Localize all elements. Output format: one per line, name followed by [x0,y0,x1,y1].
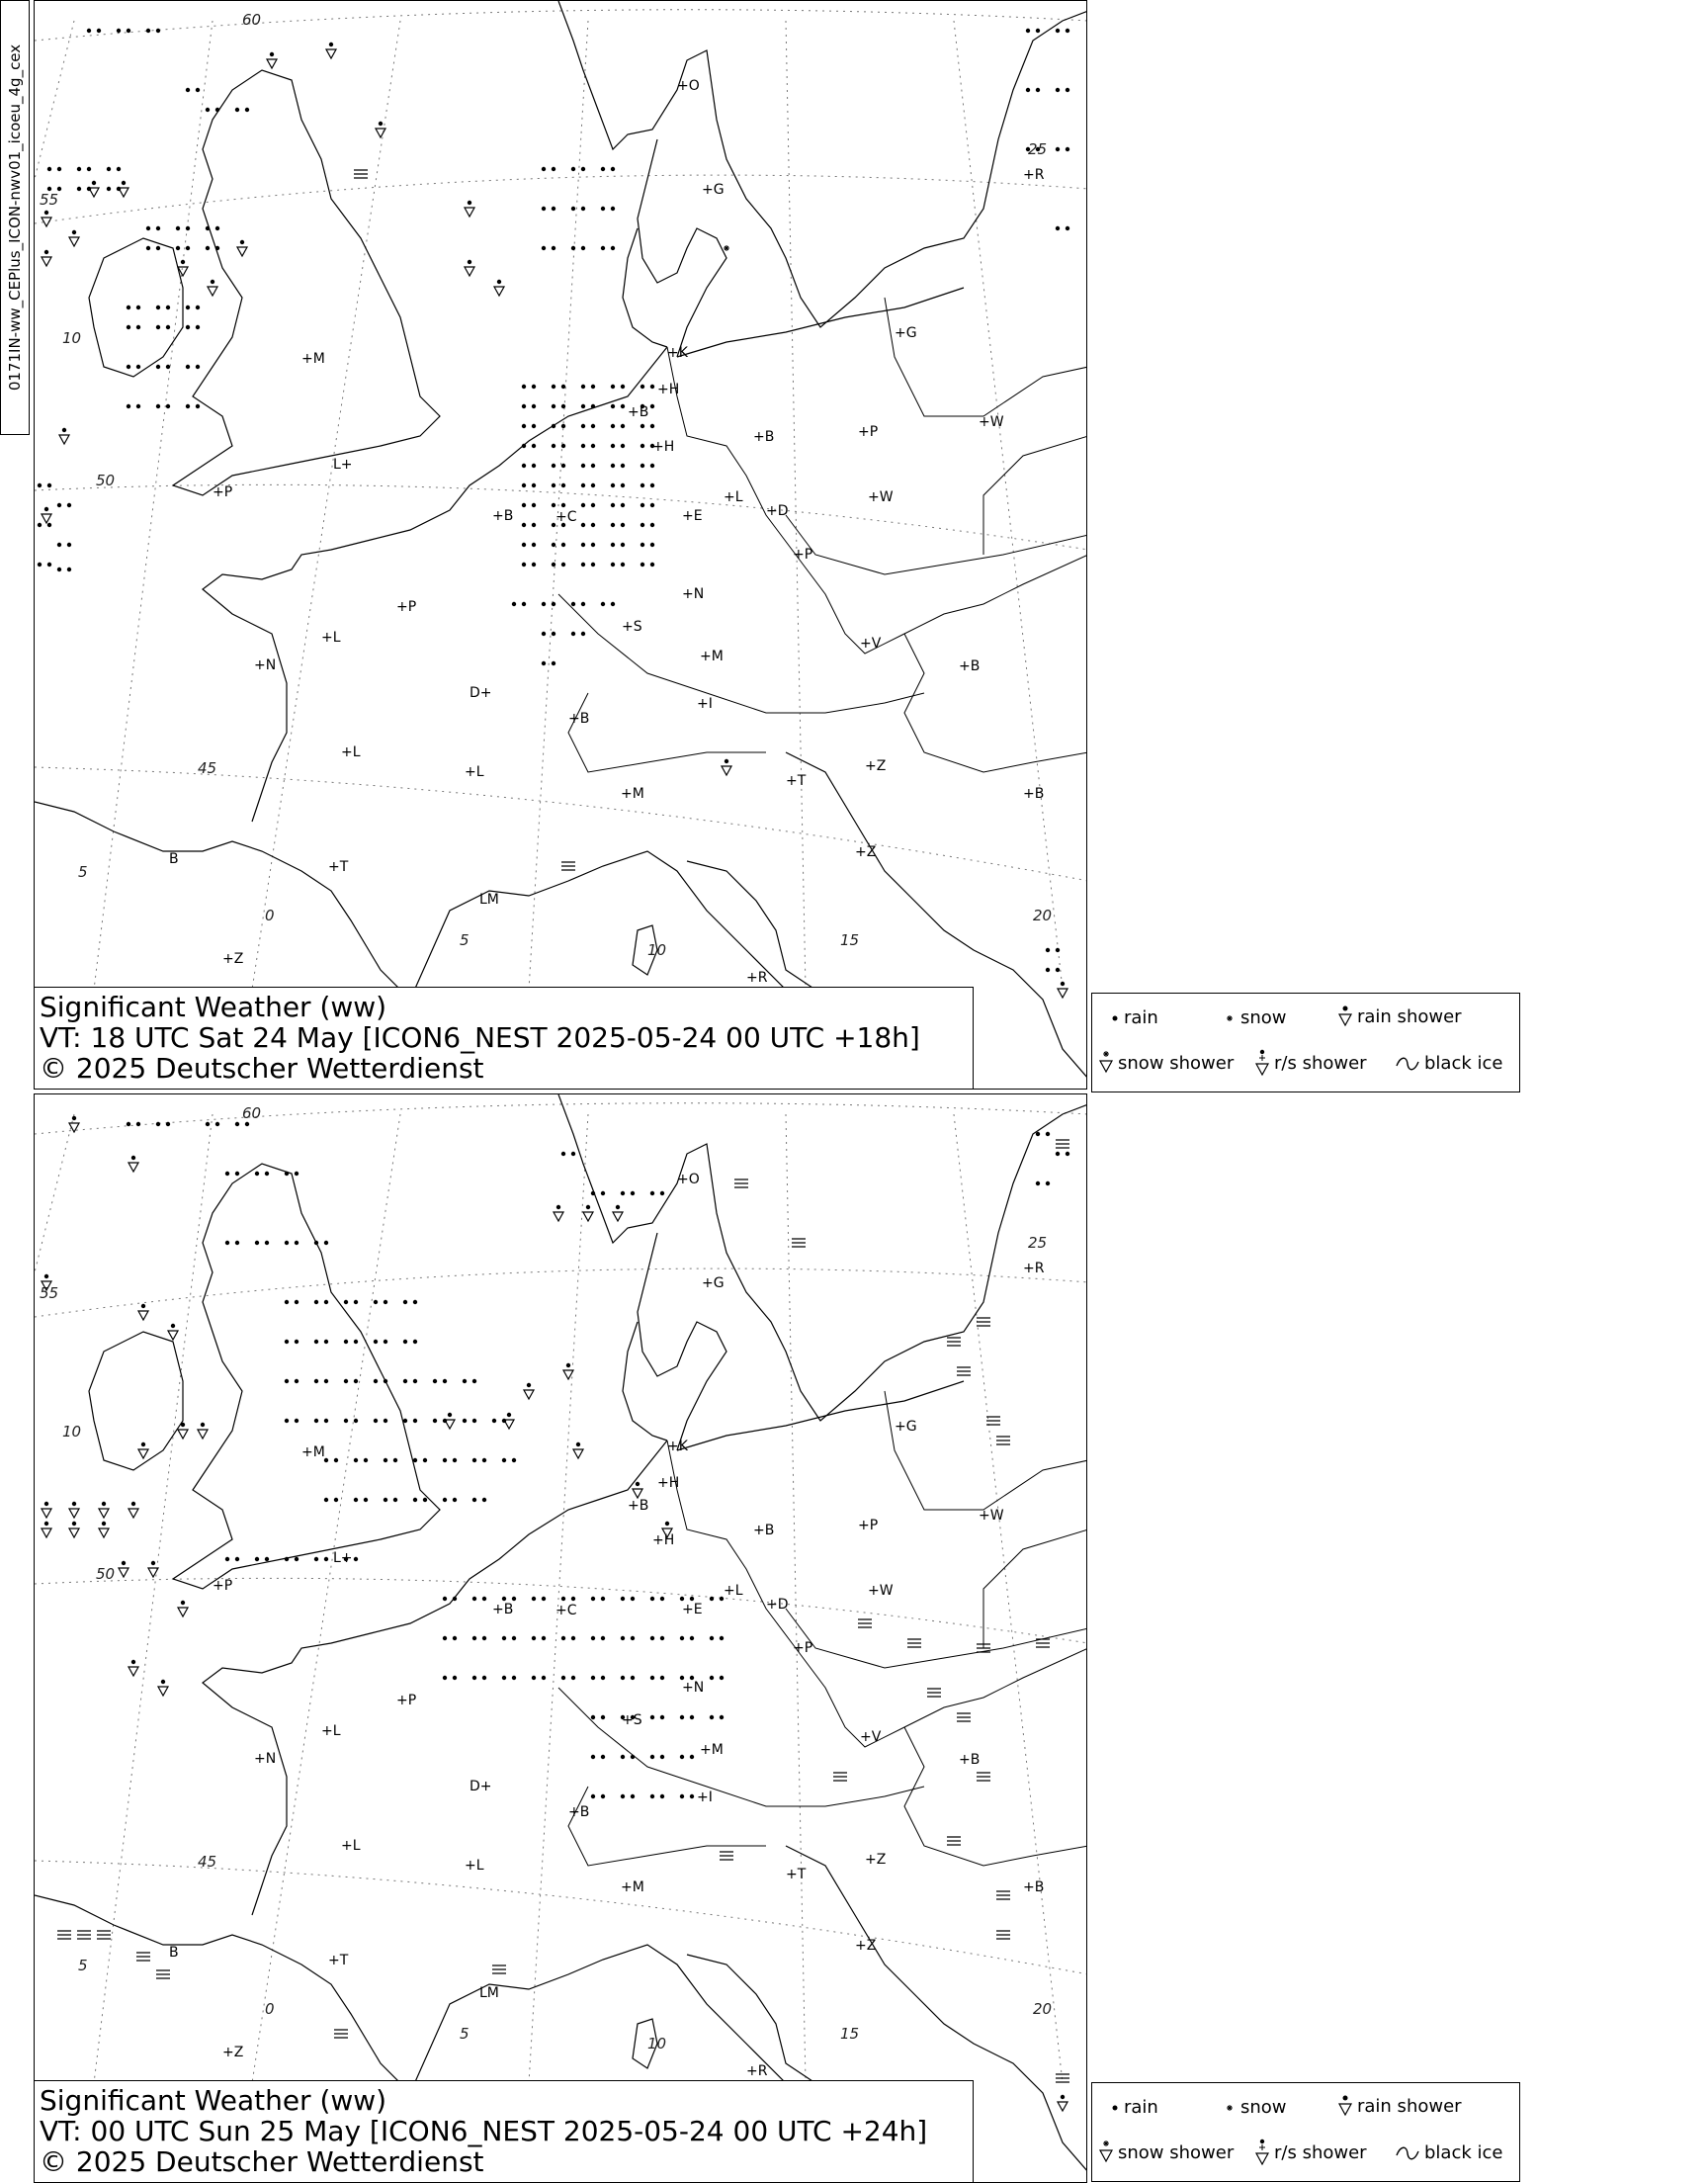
coastlines [35,1094,1087,2183]
lon-label-20: 20 [1033,907,1053,924]
snow-shower-icon [1098,1049,1114,1077]
copyright: © 2025 Deutscher Wetterdienst [40,1052,484,1085]
centre-w1: +W [979,414,1004,430]
centre-p4: +P [213,484,233,500]
rain-shower-icon [1337,2093,1353,2119]
centre-h1: +H [657,1475,680,1491]
centre-t2: +T [786,773,807,789]
centre-b3: +B [492,508,514,524]
lon-label-5: 5 [460,931,470,949]
centre-ll: L+ [333,1550,353,1566]
lon-label-10: 10 [647,941,667,959]
centre-e: +E [682,508,703,524]
model-run-label [0,0,30,435]
legend-rs-shower: r/s shower [1254,1049,1367,1077]
centre-z2: +Z [855,844,877,860]
centre-w1: +W [979,1508,1004,1524]
centre-b1: +B [628,404,649,420]
rain-symbols [38,29,1069,972]
shower-symbols [42,43,1068,998]
centre-g1: +G [702,182,725,198]
centre-b1: +B [628,1498,649,1514]
legend-24h [1091,2082,1520,2182]
centre-h1: +H [657,382,680,397]
snow-icon [1223,1012,1237,1024]
valid-time: VT: 00 UTC Sun 25 May [ICON6_NEST 2025-05-24 00 UTC +24h] [40,2115,928,2147]
centre-t1: +T [328,859,349,875]
centre-l1: +L [724,1583,743,1599]
rain-shower-icon [1337,1004,1353,1029]
centre-s: +S [622,1712,642,1728]
centre-n2: +N [254,657,277,673]
centre-b6: +B [1023,1879,1045,1895]
centre-m2: +M [621,786,644,802]
lat-label-50: 50 [96,472,116,489]
centre-v: +V [860,636,882,652]
rs-shower-icon [1254,2139,1270,2166]
rs-shower-icon [1254,1049,1270,1077]
centre-i: +I [697,1790,713,1805]
centre-r1: +R [746,970,768,986]
centre-l4: +L [465,764,484,780]
centre-i: +I [697,696,713,712]
centre-lm: LM [479,1985,499,2001]
snow-symbols [724,245,729,251]
centre-s: +S [622,619,642,635]
map-title-box-18h [34,987,974,1090]
centre-g2: +G [895,1419,917,1435]
centre-b5: +B [568,711,590,727]
legend-rs-shower: r/s shower [1254,2139,1367,2166]
map-title-box-24h [34,2080,974,2183]
centre-d2: D+ [470,685,492,701]
centre-p1: +P [858,424,879,440]
map-panel-24h [34,1093,1087,2183]
centre-g1: +G [702,1275,725,1291]
centre-g2: +G [895,325,917,341]
centre-m1: +M [700,1742,724,1758]
centre-l3: +L [341,1838,361,1854]
centre-p4: +P [213,1578,233,1594]
centre-bb: B [169,851,179,867]
centre-l3: +L [341,744,361,760]
centre-p3: +P [396,1693,417,1708]
centre-m3: +M [301,351,325,367]
black-ice-icon [1395,2145,1420,2161]
centre-c: +C [555,1603,577,1618]
lat-label-55: 55 [40,1284,59,1302]
lat-label-60: 60 [242,1104,262,1122]
centre-p2: +P [793,547,813,563]
lon-label-15: 15 [840,931,860,949]
lat-label-45: 45 [198,1853,217,1871]
black-ice-icon [1395,1056,1420,1072]
centre-r1: +R [746,2063,768,2079]
lon-label-20: 20 [1033,2000,1053,2018]
centre-o: +O [677,78,700,94]
centre-m1: +M [700,649,724,664]
valid-time: VT: 18 UTC Sat 24 May [ICON6_NEST 2025-05-24 00 UTC +18h] [40,1021,920,1054]
graticule [35,10,1087,990]
centre-l2: +L [321,1723,341,1739]
pressure-centres [169,1172,1048,2079]
map-title: Significant Weather (ww) [40,991,387,1023]
centre-n2: +N [254,1751,277,1767]
legend-black-ice: black ice [1395,2142,1502,2163]
centre-e: +E [682,1602,703,1617]
centre-p2: +P [793,1640,813,1656]
centre-l2: +L [321,630,341,646]
centre-z3: +Z [222,2045,244,2060]
pressure-centres [169,78,1048,986]
centre-n1: +N [682,586,705,602]
centre-b3: +B [492,1602,514,1617]
legend-black-ice: black ice [1395,1053,1502,1074]
centre-d1: +D [766,1597,789,1613]
centre-t1: +T [328,1953,349,1968]
lon-label-0: 0 [265,2000,275,2018]
centre-d2: D+ [470,1779,492,1794]
centre-b4: +B [959,658,981,674]
legend-rain: rain [1110,1007,1158,1028]
centre-k: +K [667,1439,688,1454]
legend-snow: snow [1223,2097,1287,2118]
centre-c: +C [555,509,577,525]
centre-r2: +R [1023,1261,1045,1276]
centre-o: +O [677,1172,700,1187]
centre-z1: +Z [865,758,887,774]
centre-d1: +D [766,503,789,519]
centre-b4: +B [959,1752,981,1768]
centre-v: +V [860,1729,882,1745]
centre-l4: +L [465,1858,484,1874]
lon-label-5: 5 [460,2025,470,2043]
lat-label-60: 60 [242,11,262,29]
centre-r2: +R [1023,167,1045,183]
centre-m2: +M [621,1879,644,1895]
snow-shower-icon [1098,2139,1114,2166]
centre-h2: +H [652,1532,675,1548]
rain-icon [1110,1013,1120,1023]
centre-bb: B [169,1945,179,1961]
centre-k: +K [667,345,688,361]
legend-snow-shower: snow shower [1098,1049,1234,1077]
centre-p1: +P [858,1518,879,1533]
lon-label-m10: 10 [62,1423,82,1441]
centre-b2: +B [753,429,775,445]
lat-label-45: 45 [198,759,217,777]
lon-label-m5: 5 [78,1957,88,1974]
centre-n1: +N [682,1680,705,1696]
copyright: © 2025 Deutscher Wetterdienst [40,2145,484,2178]
centre-b5: +B [568,1804,590,1820]
lon-label-m5: 5 [78,863,88,881]
lon-label-25: 25 [1028,1234,1048,1252]
centre-z3: +Z [222,951,244,967]
legend-18h [1091,993,1520,1092]
map-panel-18h [34,0,1087,1090]
lon-label-m10: 10 [62,329,82,347]
centre-l1: +L [724,489,743,505]
centre-w2: +W [868,1583,894,1599]
lon-label-10: 10 [647,2035,667,2052]
model-run-text: 0171IN-ww_CEPlus_ICON-nwv01_icoeu_4g_cex [6,44,24,392]
shower-symbols [42,1116,1068,2111]
centre-z2: +Z [855,1938,877,1954]
centre-p3: +P [396,599,417,615]
lon-label-15: 15 [840,2025,860,2043]
weather-map-18h [35,1,1087,1090]
legend-rain: rain [1110,2097,1158,2118]
centre-ll: L+ [333,457,353,473]
centre-z1: +Z [865,1852,887,1868]
lon-label-0: 0 [265,907,275,924]
lat-label-55: 55 [40,191,59,209]
legend-snow-shower: snow shower [1098,2139,1234,2166]
centre-m3: +M [301,1444,325,1460]
weather-map-24h [35,1094,1087,2183]
lon-label-25: 25 [1028,140,1048,158]
rain-icon [1110,2103,1120,2113]
legend-rain-shower: rain shower [1337,2093,1462,2119]
centre-b6: +B [1023,786,1045,802]
lat-label-50: 50 [96,1565,116,1583]
centre-b2: +B [753,1523,775,1538]
centre-lm: LM [479,892,499,908]
centre-w2: +W [868,489,894,505]
legend-snow: snow [1223,1007,1287,1028]
centre-t2: +T [786,1867,807,1882]
snow-icon [1223,2102,1237,2114]
map-title: Significant Weather (ww) [40,2084,387,2117]
centre-h2: +H [652,439,675,455]
graticule [35,1103,1087,2083]
coastlines [35,1,1087,1090]
legend-rain-shower: rain shower [1337,1004,1462,1029]
